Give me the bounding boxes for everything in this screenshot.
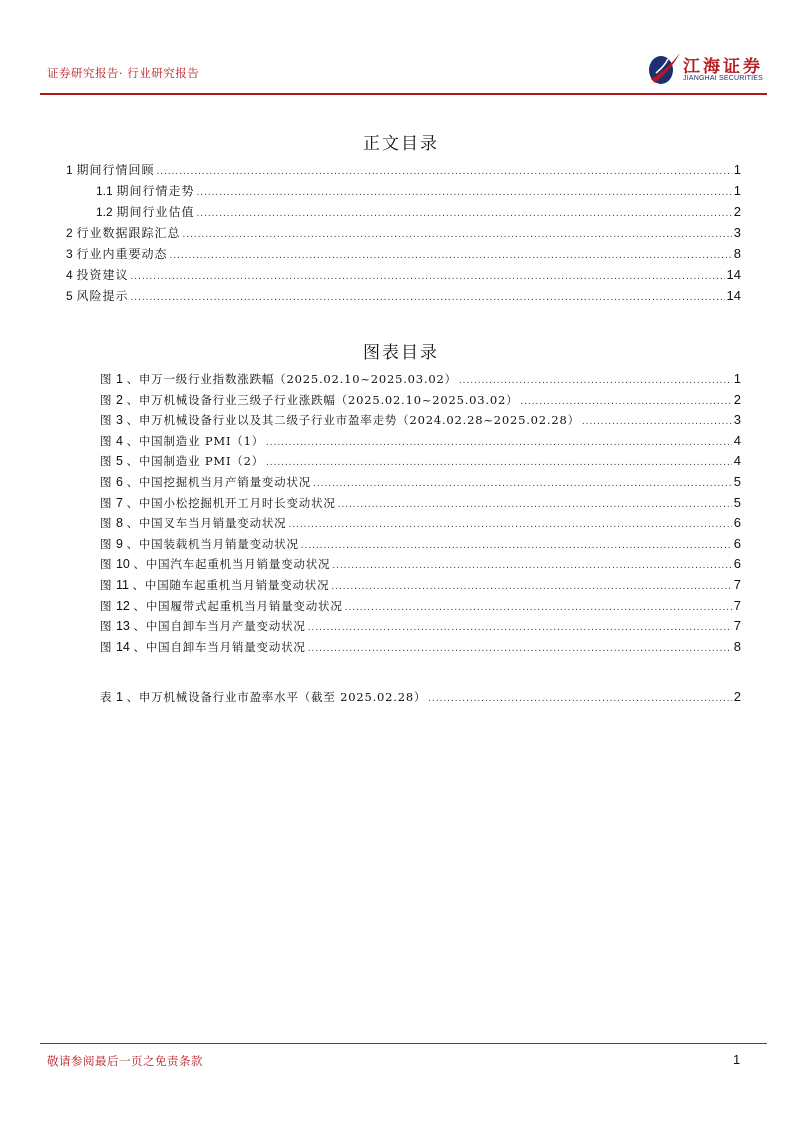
entry-text: 、中国履带式起重机当月销量变动状况 [133,598,343,613]
entry-prefix: 表 [100,690,113,704]
entry-label [100,433,264,449]
dot-leader [428,693,731,704]
entry-number: 2 [66,226,73,240]
entry-text: 期间行情走势 [116,184,195,198]
entry-page: 2 [733,204,741,219]
entry-number: 12 [115,598,130,613]
entry-number: 5 [115,454,123,469]
entry-number: 1 [115,372,123,386]
toc-entry[interactable] [66,161,741,179]
entry-page: 4 [733,432,741,448]
entry-prefix: 图 [100,598,113,613]
entry-page: 3 [733,412,741,428]
entry-page: 6 [733,556,741,572]
entry-label [100,453,264,469]
entry-page: 7 [733,618,741,634]
entry-page: 14 [726,288,741,303]
figure-entry[interactable] [100,371,741,389]
toc-entry[interactable] [96,203,741,221]
entry-label [100,598,343,614]
entry-number: 11 [115,578,129,592]
entry-label [100,412,580,428]
entry-label [100,556,330,572]
figure-entry[interactable] [100,495,741,513]
entry-text: 、申万机械设备行业以及其二级子行业市盈率走势（2024.02.28~2025.02.28） [126,413,580,428]
dot-leader [197,187,732,198]
entry-number: 1 [66,163,73,177]
toc-entry[interactable] [96,182,741,200]
logo-name-cn: 江海证券 [683,57,763,77]
dot-leader [266,457,732,468]
dot-leader [288,519,731,530]
entry-number: 2 [115,392,123,407]
entry-label [96,182,195,199]
entry-number: 14 [115,639,130,654]
entry-label [100,474,311,490]
entry-number: 5 [66,289,73,303]
dot-leader [308,622,732,633]
dot-leader [131,271,725,282]
entry-page: 5 [733,474,741,489]
toc-entry[interactable] [66,287,741,305]
toc-entry[interactable] [66,224,741,242]
entry-label [66,224,181,241]
entry-page: 8 [733,246,741,261]
entry-label [66,161,155,178]
entry-text: 、申万机械设备行业市盈率水平（截至 2025.02.28） [126,690,427,704]
entry-prefix: 图 [100,433,113,448]
entry-text: 、中国叉车当月销量变动状况 [126,516,287,531]
dot-leader [582,416,732,427]
entry-number: 10 [115,557,130,572]
entry-label [96,203,195,220]
entry-label [100,515,286,531]
logo-mark-icon [647,51,681,87]
dot-leader [170,250,732,261]
entry-label [66,287,129,304]
entry-label [100,689,426,705]
figure-entry[interactable] [100,515,741,533]
entry-text: 期间行业估值 [116,205,195,219]
toc-title: 正文目录 [363,134,439,154]
entry-page: 6 [733,515,741,531]
entry-text: 风险提示 [76,289,129,303]
entry-prefix: 图 [100,495,113,510]
entry-label [100,577,329,593]
entry-label [66,245,168,262]
entry-prefix: 图 [100,557,113,572]
entry-label [100,536,299,552]
entry-text: 投资建议 [76,268,129,282]
entry-text: 、中国挖掘机当月产销量变动状况 [126,475,312,489]
entry-prefix: 图 [100,536,113,551]
figure-entry[interactable] [100,577,741,595]
dot-leader [332,560,731,571]
entry-text: 、中国装载机当月销量变动状况 [126,536,299,551]
entry-prefix: 图 [100,454,113,469]
entry-page: 7 [733,577,741,592]
dot-leader [459,375,732,386]
entry-text: 、中国制造业 PMI（2） [126,454,265,469]
company-logo [647,51,772,91]
entry-number: 3 [66,247,73,261]
entry-text: 、中国制造业 PMI（1） [126,433,265,448]
entry-prefix: 图 [100,372,113,386]
entry-text: 、中国随车起重机当月销量变动状况 [132,578,330,592]
dot-leader [345,602,732,613]
entry-page: 1 [733,371,741,386]
dot-leader [308,643,732,654]
figures-title: 图表目录 [363,343,439,363]
entry-text: 、中国小松挖掘机开工月时长变动状况 [126,495,336,510]
entry-number: 4 [66,268,73,282]
entry-label [100,495,336,511]
footer-disclaimer[interactable]: 敬请参阅最后一页之免责条款 [47,1054,203,1068]
dot-leader [157,166,732,177]
entry-prefix: 图 [100,392,113,407]
entry-page: 5 [733,494,741,510]
entry-prefix: 图 [100,639,113,654]
entry-label [100,639,306,655]
figure-entry[interactable] [100,536,741,554]
entry-number: 1.2 [96,205,113,219]
entry-number: 7 [115,495,123,510]
entry-number: 3 [115,413,123,428]
figure-entry[interactable] [100,433,741,451]
entry-text: 、中国自卸车当月销量变动状况 [133,639,306,654]
entry-page: 2 [733,689,741,704]
entry-prefix: 图 [100,516,113,531]
page-number: 1 [733,1052,741,1067]
dot-leader [266,437,732,448]
dot-leader [301,540,732,551]
entry-prefix: 图 [100,475,113,489]
dot-leader [131,292,725,303]
dot-leader [338,499,732,510]
figure-entry[interactable] [100,618,741,636]
header-report-type: 证券研究报告· 行业研究报告 [47,66,200,80]
dot-leader [331,581,731,592]
entry-text: 、申万一级行业指数涨跌幅（2025.02.10~2025.03.02） [126,372,457,386]
footer-divider [40,1043,767,1044]
figure-entry[interactable] [100,598,741,616]
figure-entry[interactable] [100,453,741,471]
entry-prefix: 图 [100,619,113,634]
entry-page: 3 [733,225,741,240]
entry-label [100,371,457,387]
logo-name-en: JIANGHAI SECURITIES [683,75,764,82]
entry-page: 2 [733,391,741,407]
figure-entry[interactable] [100,474,741,492]
entry-text: 、申万机械设备行业三级子行业涨跌幅（2025.02.10~2025.03.02） [126,392,519,407]
figure-entry[interactable] [100,412,741,430]
entry-page: 7 [733,597,741,613]
entry-label [100,618,306,634]
entry-number: 8 [115,516,123,531]
header-divider [40,93,767,95]
entry-number: 1 [115,690,123,704]
figure-entry[interactable] [100,392,741,410]
dot-leader [313,478,732,489]
entry-text: 、中国自卸车当月产量变动状况 [133,619,306,634]
entry-text: 、中国汽车起重机当月销量变动状况 [133,557,331,572]
entry-page: 6 [733,535,741,551]
dot-leader [520,396,731,407]
entry-page: 1 [733,183,741,198]
entry-label [66,266,129,283]
toc-entry[interactable] [66,266,741,284]
dot-leader [183,229,732,240]
entry-prefix: 图 [100,413,113,428]
figure-entry[interactable] [100,689,741,707]
entry-number: 13 [115,619,130,634]
entry-number: 1.1 [96,184,113,198]
entry-prefix: 图 [100,578,113,592]
dot-leader [197,208,732,219]
toc-entry[interactable] [66,245,741,263]
entry-page: 4 [733,453,741,469]
entry-page: 14 [726,267,741,282]
entry-page: 8 [733,638,741,654]
entry-number: 9 [115,536,123,551]
entry-page: 1 [733,162,741,177]
entry-text: 期间行情回顾 [76,163,155,177]
figure-entry[interactable] [100,639,741,657]
entry-number: 4 [115,433,123,448]
entry-number: 6 [115,475,123,489]
entry-label [100,392,518,408]
figure-entry[interactable] [100,556,741,574]
entry-text: 行业数据跟踪汇总 [76,226,181,240]
entry-text: 行业内重要动态 [76,247,168,261]
